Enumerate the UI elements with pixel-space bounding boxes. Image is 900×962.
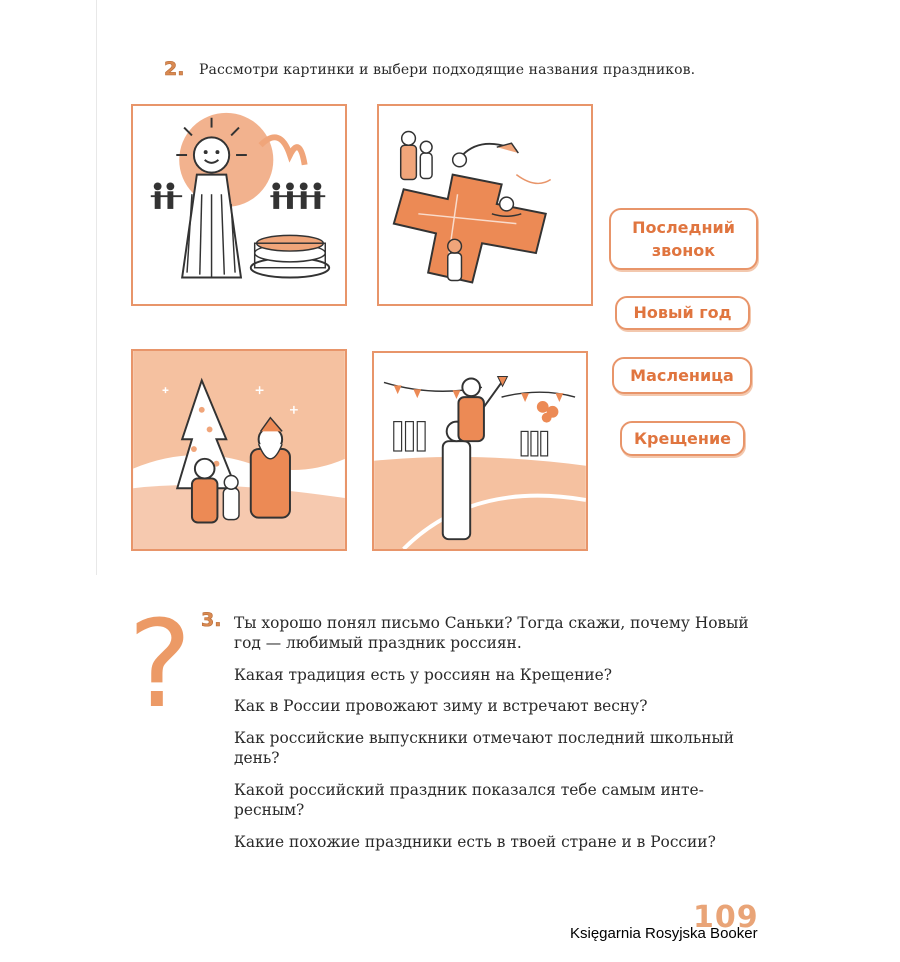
question-5: Какой российский праздник показался тебе самым инте- ресным? — [234, 781, 704, 819]
label-maslenitsa[interactable]: Масленица — [612, 357, 752, 394]
new-year-illustration[interactable] — [131, 349, 347, 551]
question-2: Какая традиция есть у россиян на Крещение? — [234, 666, 612, 684]
label-kreshchenie[interactable]: Крещение — [620, 421, 745, 456]
question-1: Ты хорошо понял письмо Саньки? Тогда скажи, почему Новый год — любимый праздник россиян. — [234, 614, 749, 652]
exercise-2-instruction: Рассмотри картинки и выбери подходящие названия праздников. — [199, 62, 696, 78]
question-3: Как в России провожают зиму и встречают весну? — [234, 697, 648, 715]
exercise-2-number: 2. — [164, 58, 185, 80]
watermark: Księgarnia Rosyjska Booker — [570, 925, 758, 942]
exercise-3-number: 3. — [201, 609, 222, 631]
last-bell-illustration[interactable] — [372, 351, 588, 551]
kreshchenie-illustration[interactable] — [377, 104, 593, 306]
question-4: Как российские выпускники отмечают последний школьный день? — [234, 729, 735, 767]
question-mark-icon: ? — [128, 596, 192, 735]
label-new-year[interactable]: Новый год — [615, 296, 750, 330]
maslenitsa-illustration[interactable] — [131, 104, 347, 306]
page-number: 109 — [693, 900, 759, 935]
page-margin-rule — [96, 0, 97, 575]
question-6: Какие похожие праздники есть в твоей стране и в России? — [234, 833, 716, 851]
label-last-bell[interactable]: Последний звонок — [609, 208, 758, 270]
